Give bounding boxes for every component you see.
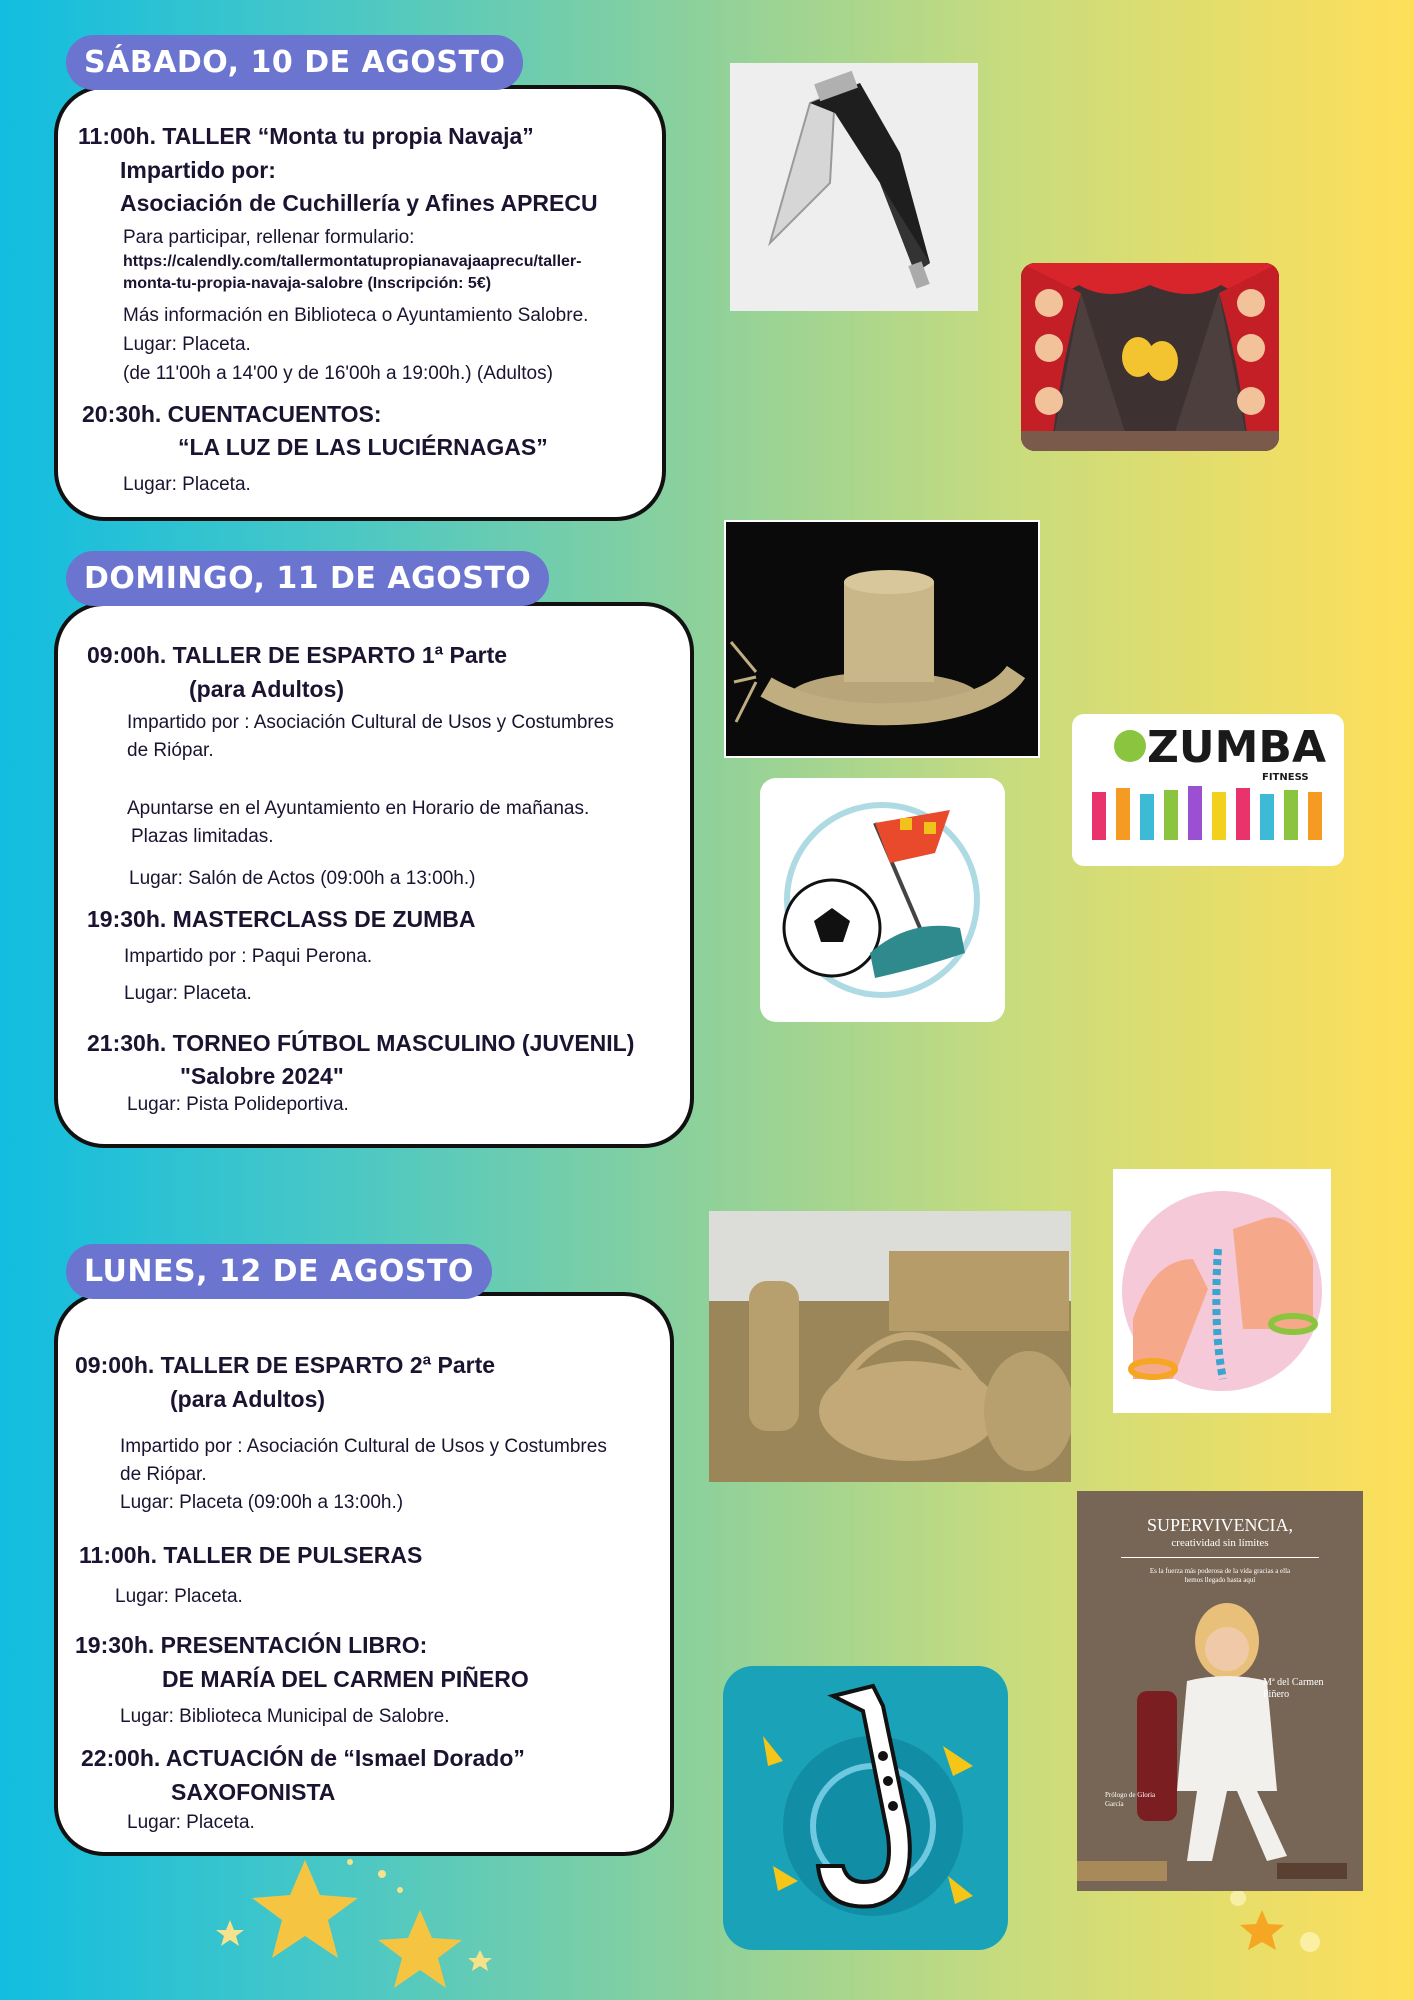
book-subtitle: creatividad sin límites [1171,1537,1269,1549]
book-title: SUPERVIVENCIA, [1146,1515,1294,1535]
event-title: 19:30h. PRESENTACIÓN LIBRO: [75,1632,428,1658]
event-info: Para participar, rellenar formulario: [123,227,415,248]
stars-decoration-right [1230,1880,1350,1980]
zumba-title: ZUMBA [1147,722,1327,773]
event-host-label: Impartido por: [120,157,276,183]
event-title: 11:00h. TALLER DE PULSERAS [79,1542,423,1568]
event-info: Plazas limitadas. [131,826,274,847]
event-location: Lugar: Placeta. [115,1586,243,1607]
event-subtitle: DE MARÍA DEL CARMEN PIÑERO [162,1666,529,1692]
sunday-card [54,602,694,1148]
event-subtitle: “LA LUZ DE LAS LUCIÉRNAGAS” [178,434,548,460]
zumba-subtitle: FITNESS [1262,772,1309,783]
knife-image [730,63,978,311]
event-info: Más información en Biblioteca o Ayuntamiento Salobre. [123,305,589,326]
event-subtitle: (para Adultos) [170,1386,326,1412]
event-title: 19:30h. MASTERCLASS DE ZUMBA [87,906,476,932]
event-host-cont: de Riópar. [120,1464,207,1485]
event-title: 22:00h. ACTUACIÓN de “Ismael Dorado” [81,1745,525,1771]
zumba-image [1072,714,1344,866]
event-location: Lugar: Pista Polideportiva. [127,1094,349,1115]
stars-decoration-left [210,1850,520,2000]
event-location: Lugar: Salón de Actos (09:00h a 13:00h.) [129,868,476,889]
monday-card [54,1292,674,1856]
event-host: Asociación de Cuchillería y Afines APRECU [120,190,598,216]
book-cover-image [1077,1491,1363,1891]
bracelet-image [1113,1169,1331,1413]
football-image [760,778,1005,1022]
day-label-saturday: SÁBADO, 10 DE AGOSTO [66,35,523,90]
book-tagline: Es la fuerza más poderosa de la vida gracias a ella hemos llegado hasta aquí [1149,1567,1291,1584]
book-divider [1121,1557,1319,1558]
esparto-baskets-image [709,1211,1071,1482]
event-location: Lugar: Placeta. [123,334,251,355]
event-subtitle: SAXOFONISTA [171,1779,336,1805]
esparto-basket-image [724,520,1040,758]
event-title: 09:00h. TALLER DE ESPARTO 1ª Parte [87,642,508,668]
event-title: 21:30h. TORNEO FÚTBOL MASCULINO (JUVENIL) [87,1030,635,1056]
event-host-cont: de Riópar. [127,740,214,761]
book-author: Mª del Carmen Piñero [1263,1677,1324,1700]
event-host: Impartido por : Paqui Perona. [124,946,373,967]
event-info: Apuntarse en el Ayuntamiento en Horario de mañanas. [127,798,590,819]
event-link-cont[interactable]: monta-tu-propia-navaja-salobre (Inscripción: 5€) [123,275,492,292]
event-location: Lugar: Biblioteca Municipal de Salobre. [120,1706,450,1727]
event-schedule: (de 11'00h a 14'00 y de 16'00h a 19:00h.) (Adultos) [123,363,553,384]
event-title: 11:00h. TALLER “Monta tu propia Navaja” [78,123,534,149]
event-location: Lugar: Placeta. [127,1812,255,1833]
event-host: Impartido por : Asociación Cultural de Usos y Costumbres [127,712,614,733]
event-subtitle: "Salobre 2024" [180,1063,344,1089]
saxophone-image [723,1666,1008,1950]
theater-image [1021,263,1279,451]
event-link[interactable]: https://calendly.com/tallermontatupropianavajaaprecu/taller- [123,253,582,270]
saturday-card [54,85,666,521]
event-title: 20:30h. CUENTACUENTOS: [82,401,382,427]
book-prologue: Prólogo de Gloria García [1105,1791,1156,1808]
event-location: Lugar: Placeta (09:00h a 13:00h.) [120,1492,404,1513]
event-subtitle: (para Adultos) [189,676,345,702]
event-title: 09:00h. TALLER DE ESPARTO 2ª Parte [75,1352,496,1378]
event-location: Lugar: Placeta. [124,983,252,1004]
day-label-sunday: DOMINGO, 11 DE AGOSTO [66,551,549,606]
event-location: Lugar: Placeta. [123,474,251,495]
day-label-monday: LUNES, 12 DE AGOSTO [66,1244,492,1299]
event-host: Impartido por : Asociación Cultural de Usos y Costumbres [120,1436,607,1457]
